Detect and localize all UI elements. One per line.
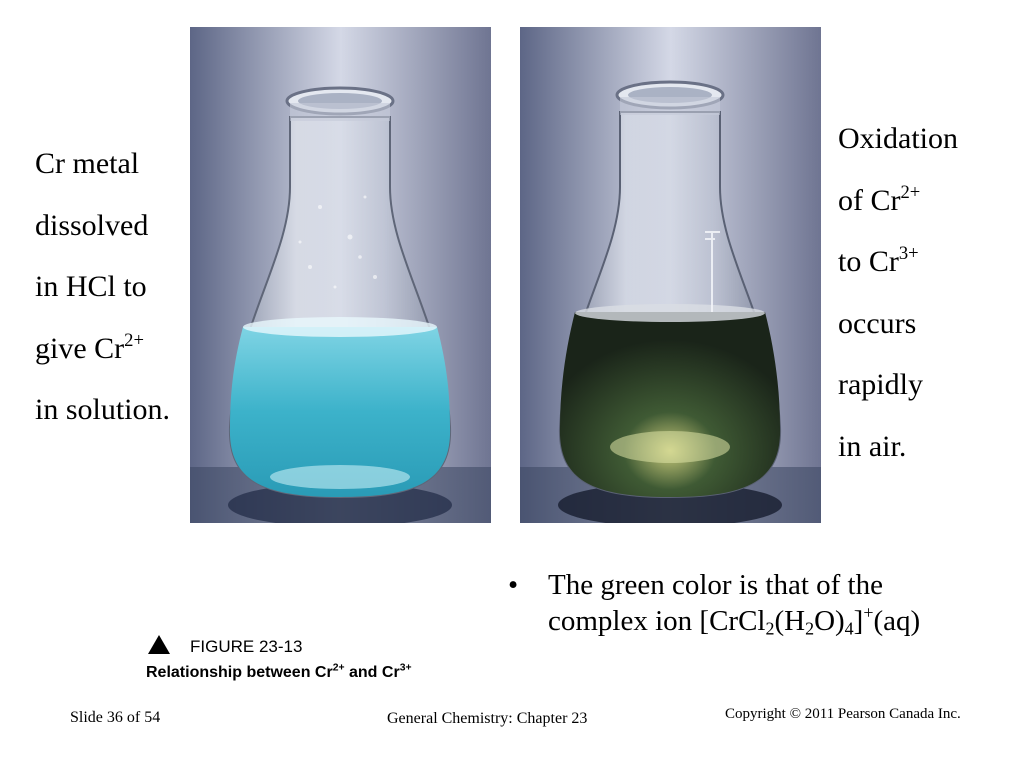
left-line-5: in solution.: [35, 393, 171, 426]
right-line-1: Oxidation: [838, 122, 958, 155]
blue-flask-image: [190, 27, 491, 523]
left-description: [35, 133, 195, 441]
bullet-icon: •: [508, 569, 519, 601]
right-line-6: in air.: [838, 429, 907, 463]
copyright-notice: Copyright © 2011 Pearson Canada Inc.: [725, 706, 961, 722]
figure-caption: Relationship between $Cr^{2+}$ and $Cr^{3+}$: [146, 662, 412, 681]
right-line-3: to $Cr^{3+}$: [838, 242, 919, 278]
bullet-line-2: complex ion $[CrCl_2(H_2O)_4]^+(aq)$: [548, 602, 921, 639]
green-flask-image: [520, 27, 821, 523]
triangle-icon: [148, 635, 170, 654]
left-line-4: give $Cr^{2+}$: [35, 329, 144, 365]
green-flask-photo: [520, 27, 821, 523]
figure-number: FIGURE 23-13: [190, 637, 303, 656]
bullet-text: [548, 567, 920, 639]
blue-flask-photo: [190, 27, 491, 523]
left-line-1: Cr metal: [35, 147, 140, 180]
slide-number: Slide 36 of 54: [70, 709, 161, 726]
left-line-2: dissolved: [35, 208, 149, 242]
figure-label: [148, 635, 302, 657]
left-line-3: in HCl to: [35, 270, 147, 303]
right-description: [838, 108, 1008, 477]
right-line-2: of $Cr^{2+}$: [838, 181, 921, 217]
course-title: General Chemistry: Chapter 23: [387, 710, 588, 727]
bullet-line-1: The green color is that of the: [548, 569, 883, 601]
right-line-5: rapidly: [838, 368, 923, 401]
right-line-4: occurs: [838, 306, 917, 340]
